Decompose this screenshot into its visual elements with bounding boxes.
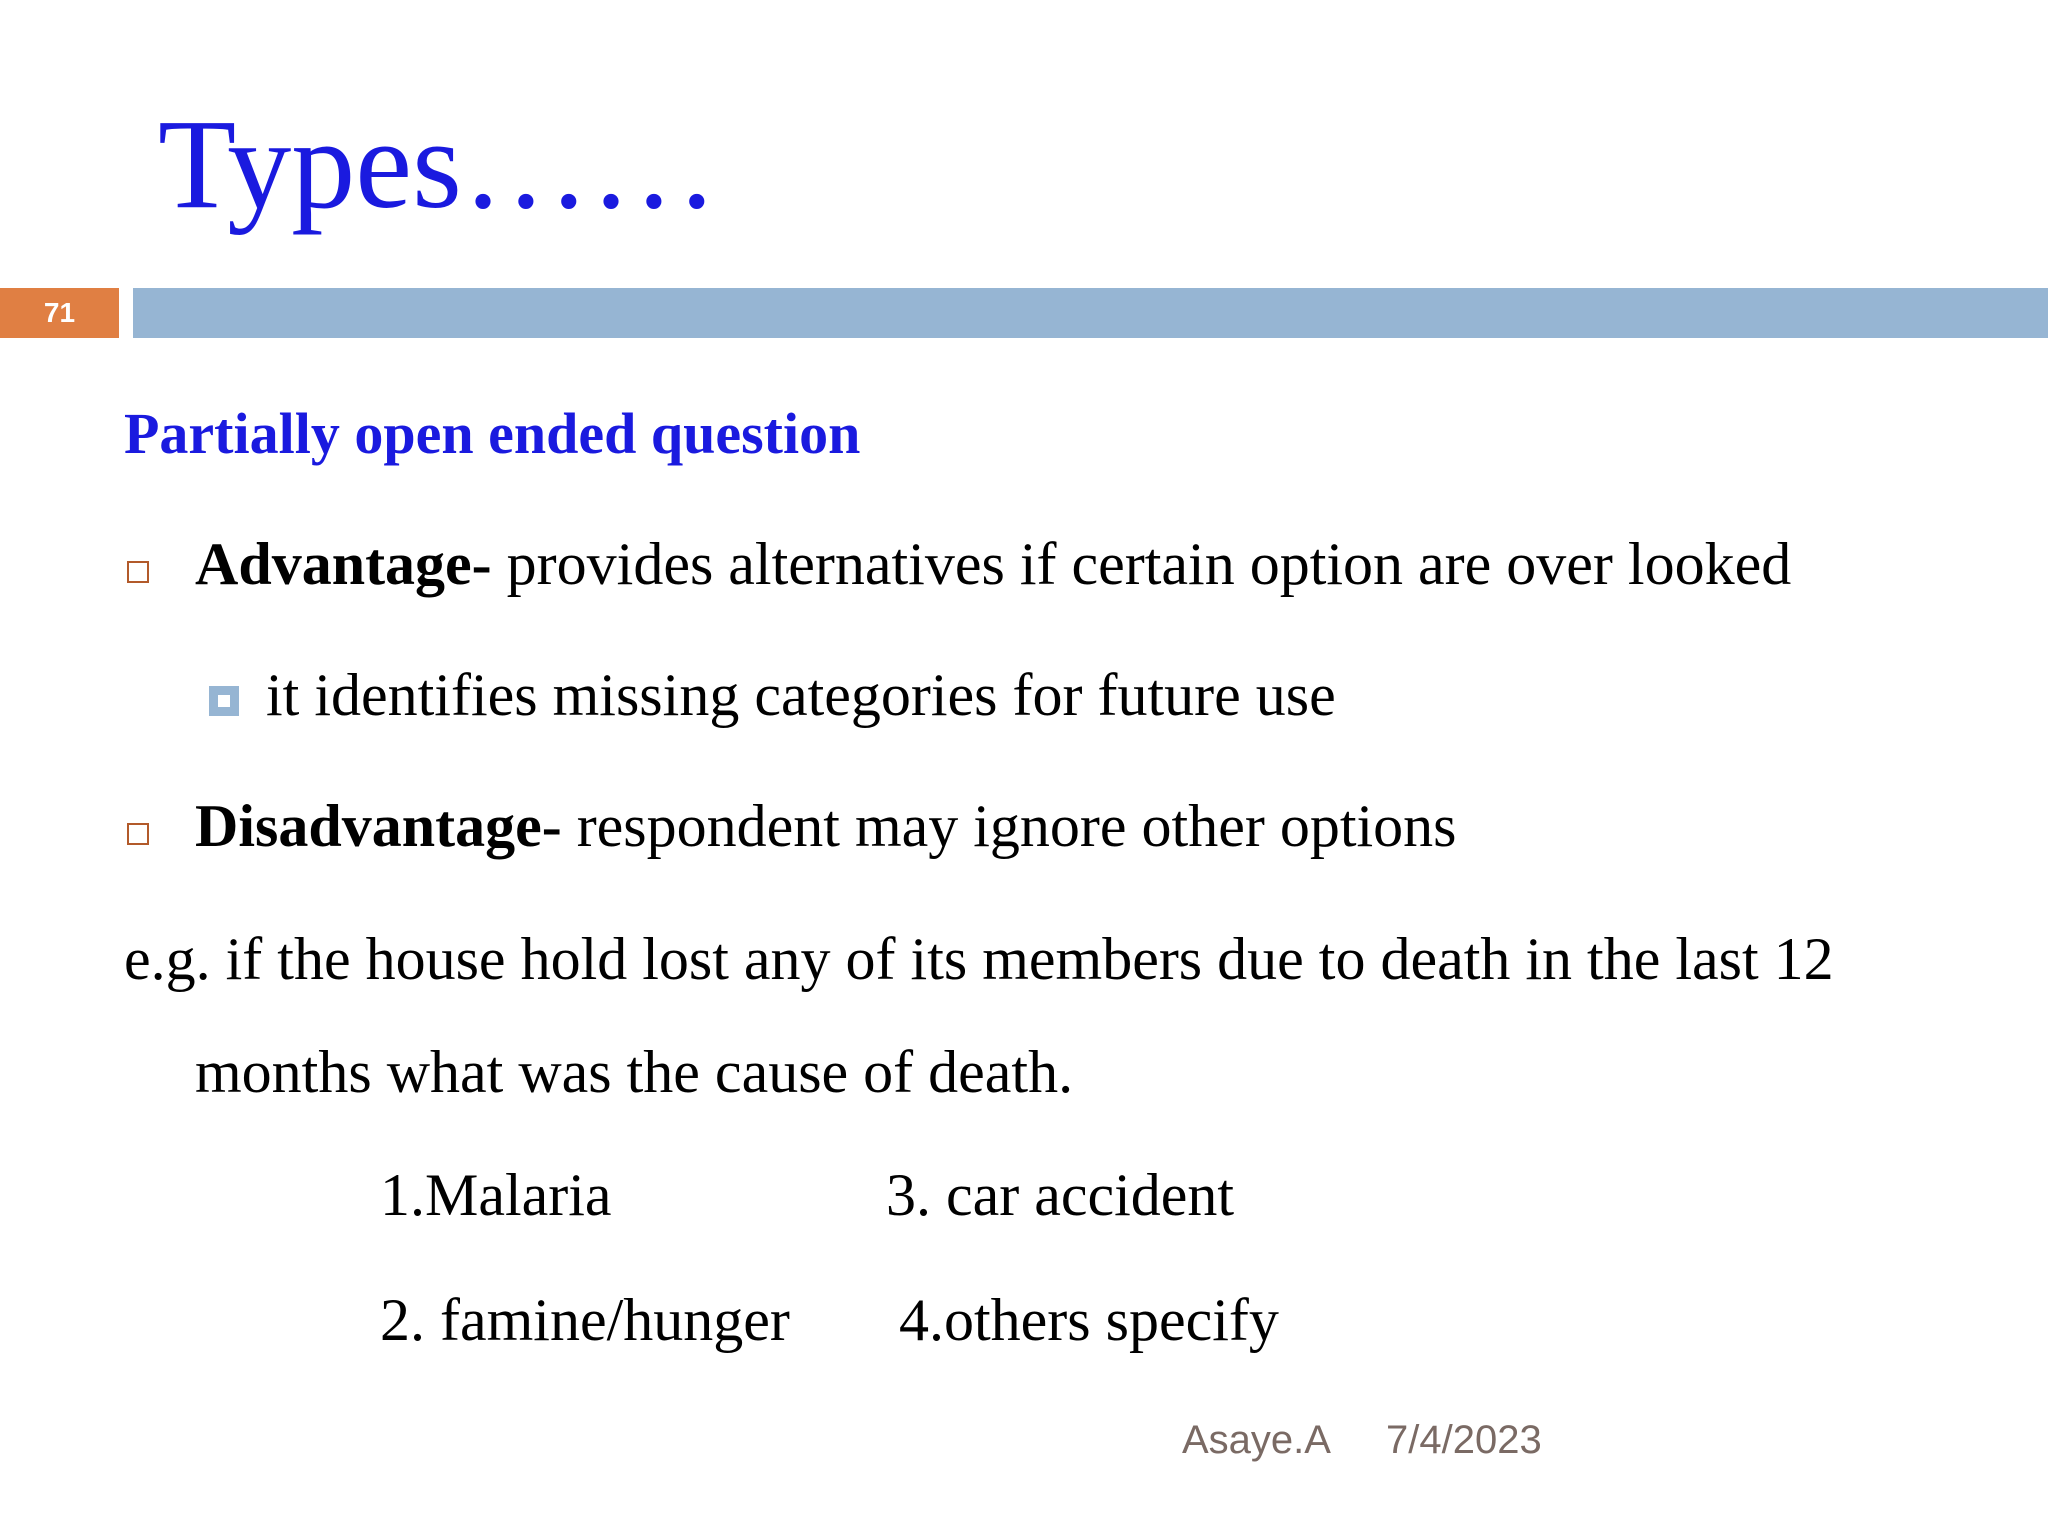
option-others: 4.others specify bbox=[899, 1287, 1279, 1353]
bullet-text: respondent may ignore other options bbox=[561, 793, 1457, 859]
bullet-advantage bbox=[195, 530, 1791, 599]
sub-bullet-missing-categories bbox=[266, 661, 1336, 730]
subheading: Partially open ended question bbox=[124, 401, 861, 466]
option-famine: 2. famine/hunger bbox=[380, 1287, 790, 1353]
bullet-disadvantage bbox=[195, 792, 1457, 861]
option-malaria: 1.Malaria bbox=[380, 1162, 612, 1228]
title-divider-bar bbox=[133, 288, 2048, 338]
bullet-lead: Disadvantage- bbox=[195, 793, 562, 859]
filled-square-bullet-icon bbox=[209, 686, 239, 716]
slide-number-badge bbox=[0, 288, 119, 338]
footer-author: Asaye.A bbox=[1182, 1418, 1331, 1462]
bullet-text: provides alternatives if certain option are over looked bbox=[491, 531, 1792, 597]
example-line-2: months what was the cause of death. bbox=[195, 1039, 1074, 1105]
square-bullet-icon bbox=[127, 561, 149, 583]
square-bullet-icon bbox=[127, 823, 149, 845]
footer-date: 7/4/2023 bbox=[1386, 1418, 1542, 1462]
slide-title: Types…… bbox=[158, 93, 718, 235]
option-car-accident: 3. car accident bbox=[886, 1162, 1235, 1228]
example-line-1: e.g. if the house hold lost any of its members due to death in the last 12 bbox=[124, 926, 1834, 992]
bullet-text: it identifies missing categories for future use bbox=[266, 662, 1336, 728]
slide-number: 71 bbox=[43, 297, 76, 328]
bullet-lead: Advantage- bbox=[195, 531, 492, 597]
